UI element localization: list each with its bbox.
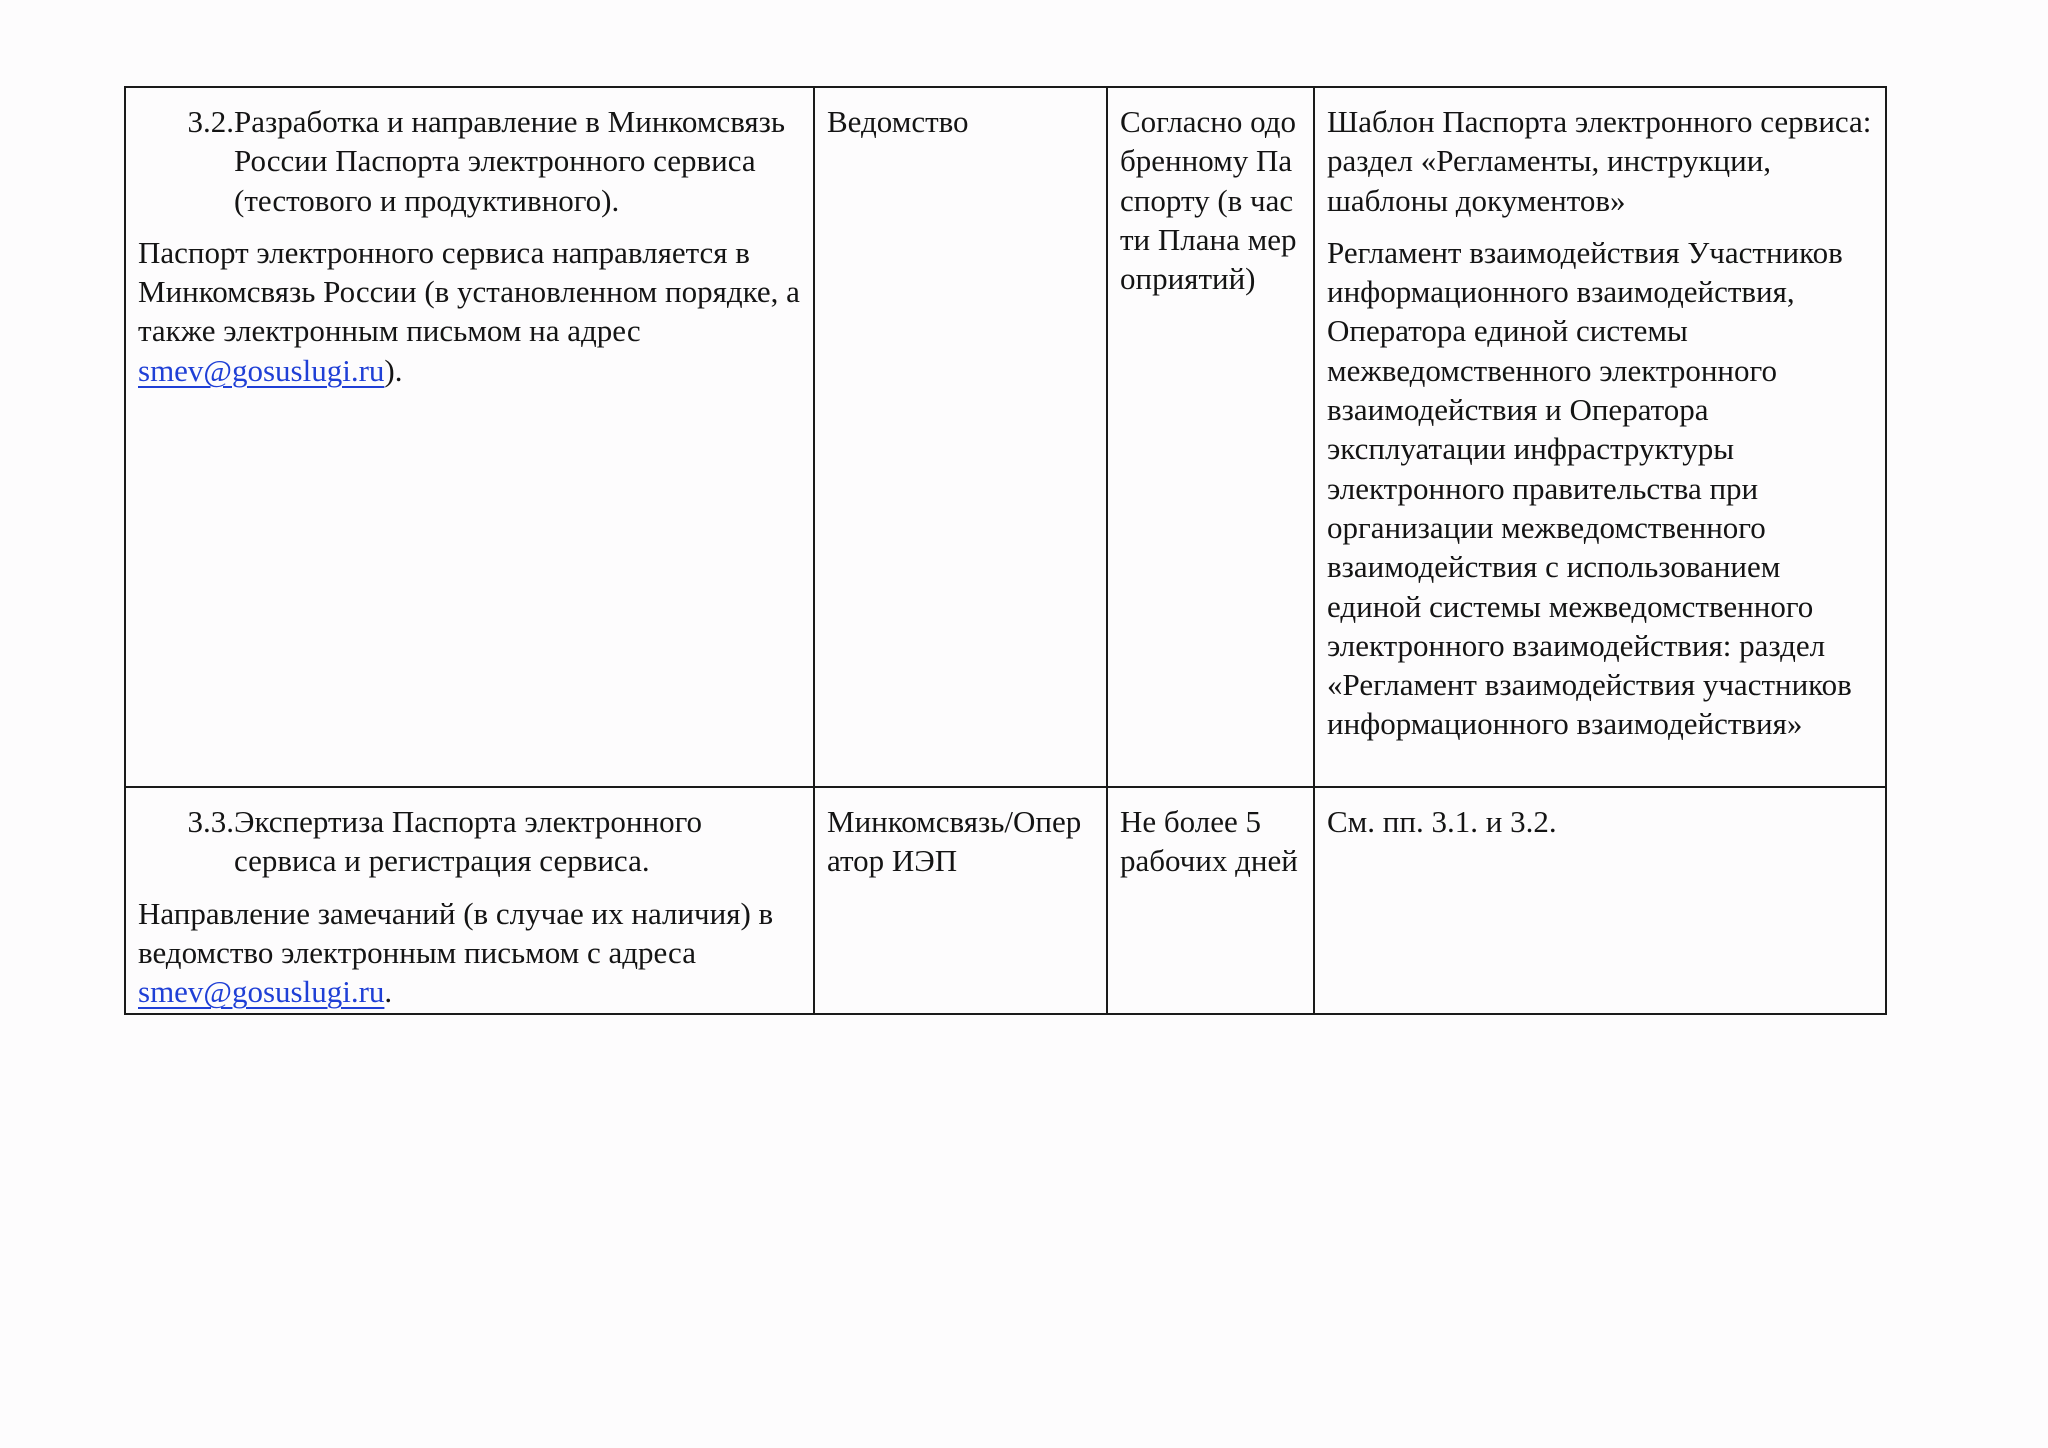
step-detail-end: . [384,974,393,1010]
step-detail-text: Паспорт электронного сервиса направляется в Минкомсвязь России (в установленном порядке, а также электронным письмом на адрес [138,234,800,349]
step-number: 3.3. [187,804,234,839]
step-detail-text: Направление замечаний (в случае их наличия) в ведомство электронным письмом с адреса [138,895,774,970]
email-link[interactable]: smev@gosuslugi.ru [138,974,385,1010]
step-number: 3.2. [187,104,234,139]
step-detail [138,894,801,1012]
deadline-text: Не более 5 рабочих дней [1120,804,1298,879]
responsible-cell [814,787,1107,1014]
responsible-text: Минкомсвязь/Оператор ИЭП [827,804,1082,879]
email-link[interactable]: smev@gosuslugi.ru [138,352,385,388]
step-title: Экспертиза Паспорта электронного сервиса и регистрация сервиса. [234,804,703,879]
document-reference: Регламент взаимодействия Участников информационного взаимодействия, Оператора единой системы межведомственного электронного взаимодействия и Оператора эксплуатации инфраструктуры электронного правительства при организации межведомственного взаимодействия с использованием единой системы межведомственного электронного взаимодействия: раздел «Регламент взаимодействия участников информационного взаимодействия» [1327,234,1852,742]
document-reference: См. пп. 3.1. и 3.2. [1327,804,1557,839]
deadline-text: Согласно одобренному Паспорту (в части Плана мероприятий) [1120,104,1297,297]
step-cell [125,787,814,1014]
table-row [125,787,1886,1014]
table-row [125,87,1886,787]
deadline-cell [1107,87,1314,787]
responsible-text: Ведомство [827,104,969,139]
step-heading [138,802,801,881]
deadline-cell [1107,787,1314,1014]
document-reference: Шаблон Паспорта электронного сервиса: раздел «Регламенты, инструкции, шаблоны документов» [1327,104,1872,218]
step-detail [138,233,801,390]
step-cell [125,87,814,787]
documents-cell [1314,87,1886,787]
procedure-table [124,86,1887,1015]
step-detail-end: ). [384,352,403,388]
step-heading [138,102,801,220]
step-title: Разработка и направление в Минкомсвязь России Паспорта электронного сервиса (тестового и продуктивного). [234,104,786,218]
documents-cell [1314,787,1886,1014]
responsible-cell [814,87,1107,787]
